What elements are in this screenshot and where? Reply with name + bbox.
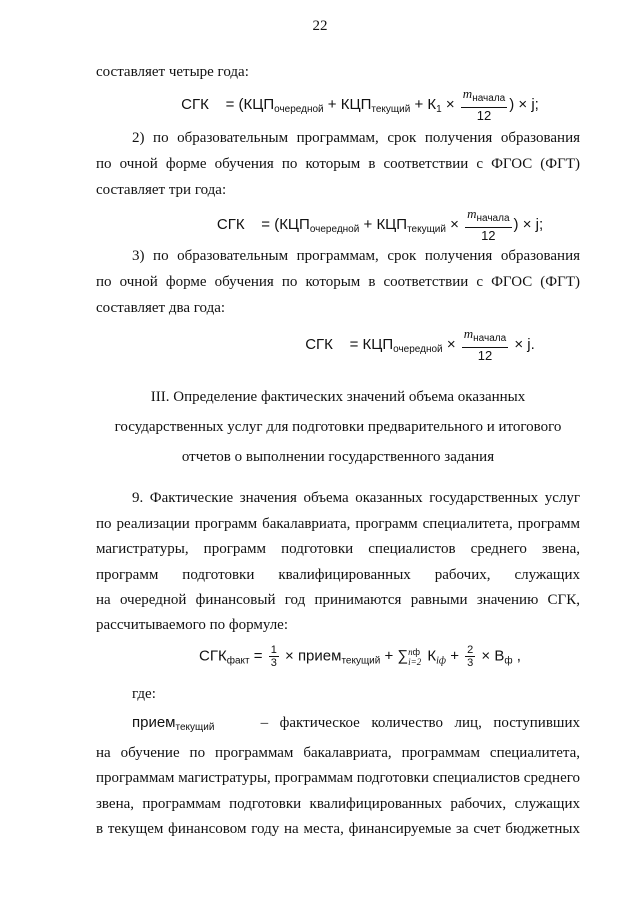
paragraph-9-last-line: рассчитываемого по формуле:	[96, 617, 289, 633]
sum-symbol: + ∑	[380, 647, 409, 665]
formula-two-years: СГК = $КЦП_{очередной}$ × $\frac{m_{начала}}{12}$ × j.	[305, 326, 535, 363]
item-2-paragraph: 2) по образовательным программам, срок получения образования по очной форме обучения по которым в соответствии с ФГОС (ФГТ)	[96, 130, 580, 172]
fraction: $\frac{m_{начала}}{12}$	[463, 326, 507, 363]
paragraph-9: 9. Фактические значения объема оказанных государственных услуг по реализации программ бакалавриата, программ специалитета, программ магистратуры, программ подготовки специалистов среднего звена, программ подготовки квалифицированных рабочих, служащих на очередной финансовый год принимаются равными значению СГК,	[96, 490, 580, 608]
fraction-two-thirds: $\frac{2}{3}$	[467, 644, 474, 669]
item-3-last-line: составляет два года:	[96, 300, 226, 316]
definition-paragraph: прием$_{текущий}$ – фактическое количество лиц, поступивших на обучение по программам бакалавриата, программам специалитета, программам магистратуры, программам подготовки специалистов среднего звена, программам подготовки квалифицированных рабочих, служащих в текущем финансовом году на места, финансируемые за счет бюджетных	[96, 714, 580, 837]
formula-four-years: СГК = ($КЦП_{очередной} + КЦП_{текущий} + К_1$ × $\frac{m_{начала}}{12}$ ) × j;	[181, 86, 539, 123]
sum-limits: nф i=2	[408, 646, 422, 667]
formula-three-years: СГК = ($КЦП_{очередной} + КЦП_{текущий}$ × $\frac{m_{начала}}{12}$ ) × j;	[216, 206, 544, 243]
fraction: $\frac{m_{начала}}{12}$	[467, 206, 510, 243]
fraction: $\frac{m_{начала}}{12}$	[462, 86, 506, 123]
definition-term: прием$_{текущий}$	[132, 714, 215, 733]
item-2-last-line: составляет три года:	[96, 182, 227, 198]
where-label: где:	[132, 686, 156, 702]
fraction-one-third: $\frac{1}{3}$	[270, 644, 277, 669]
section-heading: III. Определение фактических значений объема оказанных государственных услуг для подготовки предварительного и итогового отчетов о выполнении государственного задания	[114, 389, 562, 465]
intro-line: составляет четыре года:	[96, 64, 249, 80]
page-number: 22	[312, 18, 328, 34]
formula1-lhs: СГК	[181, 95, 209, 113]
item-3-paragraph: 3) по образовательным программам, срок получения образования по очной форме обучения по которым в соответствии с ФГОС (ФГТ)	[96, 248, 580, 290]
formula-fact: $СГК_{факт}$ = $\frac{1}{3}$ × прием$_{текущий}$ + ∑ nф i=2 $К_{iф}$ + $\frac{2}{3}$ × $В_ф$ ,	[199, 644, 521, 669]
